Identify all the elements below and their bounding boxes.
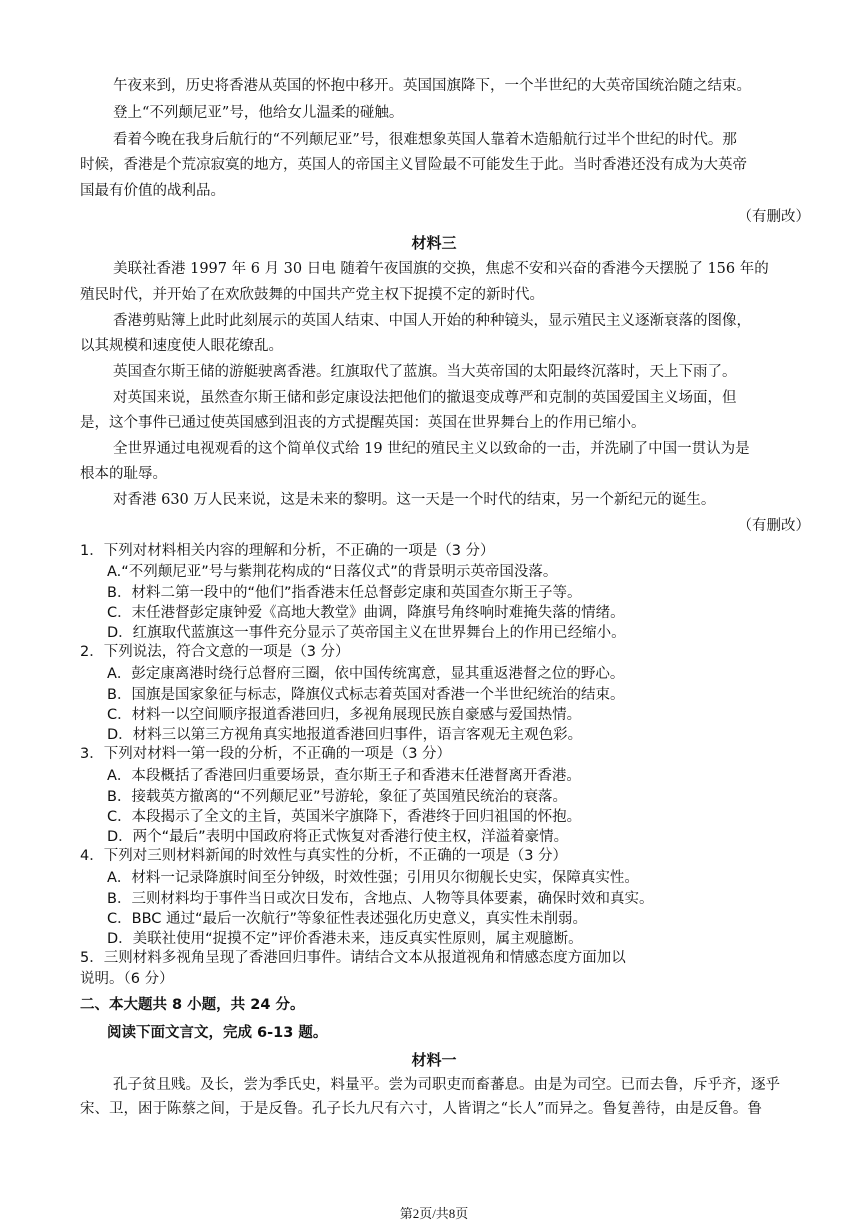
question-4-option-b: B．三则材料均于事件当日或次日发布，含地点、人物等具体要素，确保时效和真实。 <box>107 891 654 907</box>
question-5-stem: 5．三则材料多视角呈现了香港回归事件。请结合文本从报道视角和情感态度方面加以 <box>80 950 626 966</box>
edit-note: （有删改） <box>737 518 810 534</box>
question-3-option-b: B．接载英方撤离的“不列颠尼亚”号游轮，象征了英国殖民统治的衰落。 <box>107 789 567 805</box>
question-4-option-a: A．材料一记录降旗时间至分钟级，时效性强；引用贝尔彻舰长史实，保障真实性。 <box>107 870 639 886</box>
material-three-title: 材料三 <box>411 234 457 252</box>
passage-line: 全世界通过电视观看的这个简单仪式给 19 世纪的殖民主义以致命的一击，并洗刷了中国一贯认为是 <box>113 441 750 457</box>
question-2-option-a: A．彭定康离港时绕行总督府三圈，依中国传统寓意，显其重返港督之位的野心。 <box>107 666 625 682</box>
question-3-option-a: A．本段概括了香港回归重要场景，查尔斯王子和香港末任港督离开香港。 <box>107 768 581 784</box>
passage-line: 登上“不列颠尼亚”号，他给女儿温柔的碰触。 <box>113 105 404 121</box>
question-1-option-c: C．末任港督彭定康钟爱《高地大教堂》曲调，降旗号角终响时难掩失落的情绪。 <box>107 605 625 621</box>
question-4-option-d: D．美联社使用“捉摸不定”评价香港未来，违反真实性原则，属主观臆断。 <box>107 931 583 947</box>
passage-line: 对英国来说，虽然查尔斯王储和彭定康设法把他们的撤退变成尊严和克制的英国爱国主义场面，但 <box>113 390 737 406</box>
question-3-option-d: D．两个“最后”表明中国政府将正式恢复对香港行使主权，洋溢着豪情。 <box>107 829 569 845</box>
question-2-stem: 2．下列说法，符合文意的一项是（3 分） <box>80 644 350 660</box>
question-1-option-b: B．材料二第一段中的“他们”指香港末任总督彭定康和英国查尔斯王子等。 <box>107 585 582 601</box>
question-2-option-c: C．材料一以空间顺序报道香港回归，多视角展现民族自豪感与爱国热情。 <box>107 707 582 723</box>
passage-line: 时候，香港是个荒凉寂寞的地方，英国人的帝国主义冒险最不可能发生于此。当时香港还没有成为大英帝 <box>80 157 747 173</box>
question-5-stem-cont: 说明。（6 分） <box>80 971 174 987</box>
passage-line: 午夜来到，历史将香港从英国的怀抱中移开。英国国旗降下，一个半世纪的大英帝国统治随之结束。 <box>113 78 751 94</box>
question-3-stem: 3．下列对材料一第一段的分析，不正确的一项是（3 分） <box>80 746 452 762</box>
passage-line: 美联社香港 1997 年 6 月 30 日电 随着午夜国旗的交换，焦虑不安和兴奋的香港今天摆脱了 156 年的 <box>113 261 769 277</box>
passage-line: 看着今晚在我身后航行的“不列颠尼亚”号，很难想象英国人靠着木造船航行过半个世纪的时代。那 <box>113 132 737 148</box>
question-3-option-c: C．本段揭示了全文的主旨，英国米字旗降下，香港终于回归祖国的怀抱。 <box>107 809 582 825</box>
passage-line: 英国查尔斯王储的游艇驶离香港。红旗取代了蓝旗。当大英帝国的太阳最终沉落时，天上下雨了。 <box>113 364 737 380</box>
question-1-option-d: D．红旗取代蓝旗这一事件充分显示了英帝国主义在世界舞台上的作用已经缩小。 <box>107 625 626 641</box>
section-two-heading: 二、本大题共 8 小题，共 24 分。 <box>80 997 305 1013</box>
passage-line: 根本的耻辱。 <box>80 466 167 482</box>
classical-text-line: 孔子贫且贱。及长，尝为季氏史，料量平。尝为司职吏而畜蕃息。由是为司空。已而去鲁，斥乎齐，逐乎 <box>113 1077 780 1093</box>
reading-instruction: 阅读下面文言文，完成 6-13 题。 <box>107 1025 328 1041</box>
question-4-option-c: C．BBC 通过“最后一次航行”等象征性表述强化历史意义，真实性未削弱。 <box>107 911 588 927</box>
page-footer: 第2页/共8页 <box>399 1206 469 1221</box>
material-one-title: 材料一 <box>411 1051 457 1069</box>
passage-line: 对香港 630 万人民来说，这是未来的黎明。这一天是一个时代的结束，另一个新纪元的诞生。 <box>113 492 716 508</box>
question-1-option-a: A.“不列颠尼亚”号与紫荆花构成的“日落仪式”的背景明示英帝国没落。 <box>107 564 558 580</box>
passage-line: 香港剪贴簿上此时此刻展示的英国人结束、中国人开始的种种镜头，显示殖民主义逐渐衰落的图像， <box>113 313 751 329</box>
passage-line: 是，这个事件已通过使英国感到沮丧的方式提醒英国：英国在世界舞台上的作用已缩小。 <box>80 415 646 431</box>
question-4-stem: 4．下列对三则材料新闻的时效性与真实性的分析，不正确的一项是（3 分） <box>80 848 568 864</box>
question-2-option-d: D．材料三以第三方视角真实地报道香港回归事件，语言客观无主观色彩。 <box>107 727 583 743</box>
edit-note: （有删改） <box>737 209 810 225</box>
passage-line: 以其规模和速度使人眼花缭乱。 <box>80 338 283 354</box>
question-2-option-b: B．国旗是国家象征与标志，降旗仪式标志着英国对香港一个半世纪统治的结束。 <box>107 687 625 703</box>
passage-line: 殖民时代，并开始了在欢欣鼓舞的中国共产党主权下捉摸不定的新时代。 <box>80 287 544 303</box>
passage-line: 国最有价值的战利品。 <box>80 183 225 199</box>
classical-text-line: 宋、卫，困于陈蔡之间，于是反鲁。孔子长九尺有六寸，人皆谓之“长人”而异之。鲁复善待，由是反鲁。鲁 <box>80 1101 762 1117</box>
question-1-stem: 1．下列对材料相关内容的理解和分析，不正确的一项是（3 分） <box>80 543 495 559</box>
